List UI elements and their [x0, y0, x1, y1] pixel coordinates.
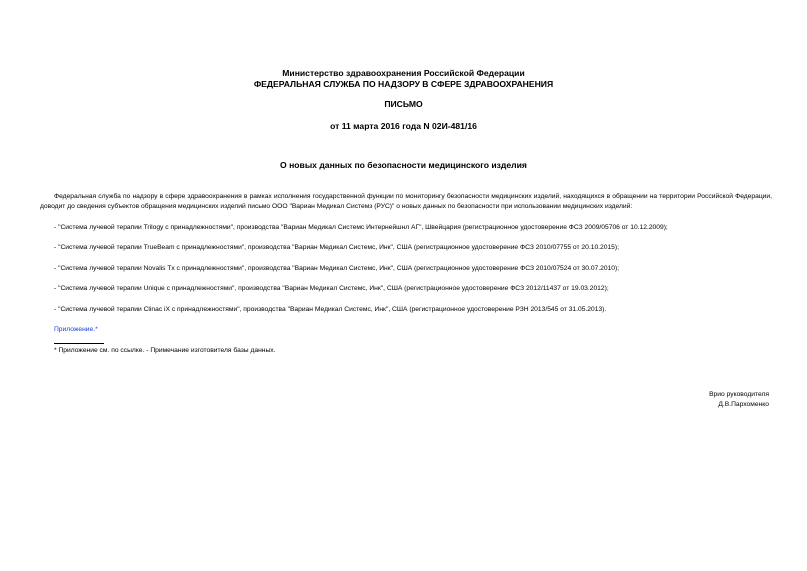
list-item-truebeam: - "Система лучевой терапии TrueBeam с принадлежностями", производства "Вариан Медикал Системс, Инк", США (регистрационное удостоверение ФСЗ 2010/07755 от 20.10.2015);	[54, 244, 619, 251]
list-item-unique: - "Система лучевой терапии Unique с принадлежностями", производства "Вариан Медикал Системс, Инк", США (регистрационное удостоверение ФСЗ 2012/11437 от 19.03.2012);	[54, 285, 609, 292]
document-type: ПИСЬМО	[384, 99, 423, 109]
ministry-title: Министерство здравоохранения Российской Федерации	[282, 68, 525, 78]
intro-paragraph: Федеральная служба по надзору в сфере здравоохранения в рамках исполнения государственной функции по мониторингу безопасности медицинских изделий, находящихся в обращении на территории Российской Федерации, доводит до сведения субъектов обращения медицинских изделий письмо ООО "Вариан Медикал Системз (РУС)" о новых данных по безопасности при использовании медицинских изделий:	[40, 193, 772, 210]
service-title: ФЕДЕРАЛЬНАЯ СЛУЖБА ПО НАДЗОРУ В СФЕРЕ ЗДРАВООХРАНЕНИЯ	[253, 79, 554, 89]
document-date-number: от 11 марта 2016 года N 02И-481/16	[330, 121, 477, 131]
signatory-name: Д.В.Пархоменко	[718, 401, 769, 408]
list-item-clinac: - "Система лучевой терапии Clinac iX с принадлежностями", производства "Вариан Медикал Системс, Инк", США (регистрационное удостоверение РЗН 2013/545 от 31.05.2013).	[54, 306, 607, 313]
footnote-divider	[54, 343, 104, 344]
document-subject: О новых данных по безопасности медицинского изделия	[280, 160, 527, 170]
signatory-position: Врио руководителя	[709, 391, 769, 398]
list-item-trilogy: - "Система лучевой терапии Trilogy с принадлежностями", производства "Вариан Медикал Системс Интернейшнл АГ", Швейцария (регистрационное удостоверение ФСЗ 2009/05706 от 10.12.2009);	[54, 224, 668, 231]
list-item-novalis: - "Система лучевой терапии Novalis Tx с принадлежностями", производства "Вариан Медикал Системс, Инк", США (регистрационное удостоверение ФСЗ 2010/07524 от 30.07.2010);	[54, 265, 620, 272]
appendix-link[interactable]: Приложение.*	[54, 326, 98, 333]
footnote-text: * Приложение см. по ссылке. - Примечание изготовителя базы данных.	[54, 347, 276, 354]
